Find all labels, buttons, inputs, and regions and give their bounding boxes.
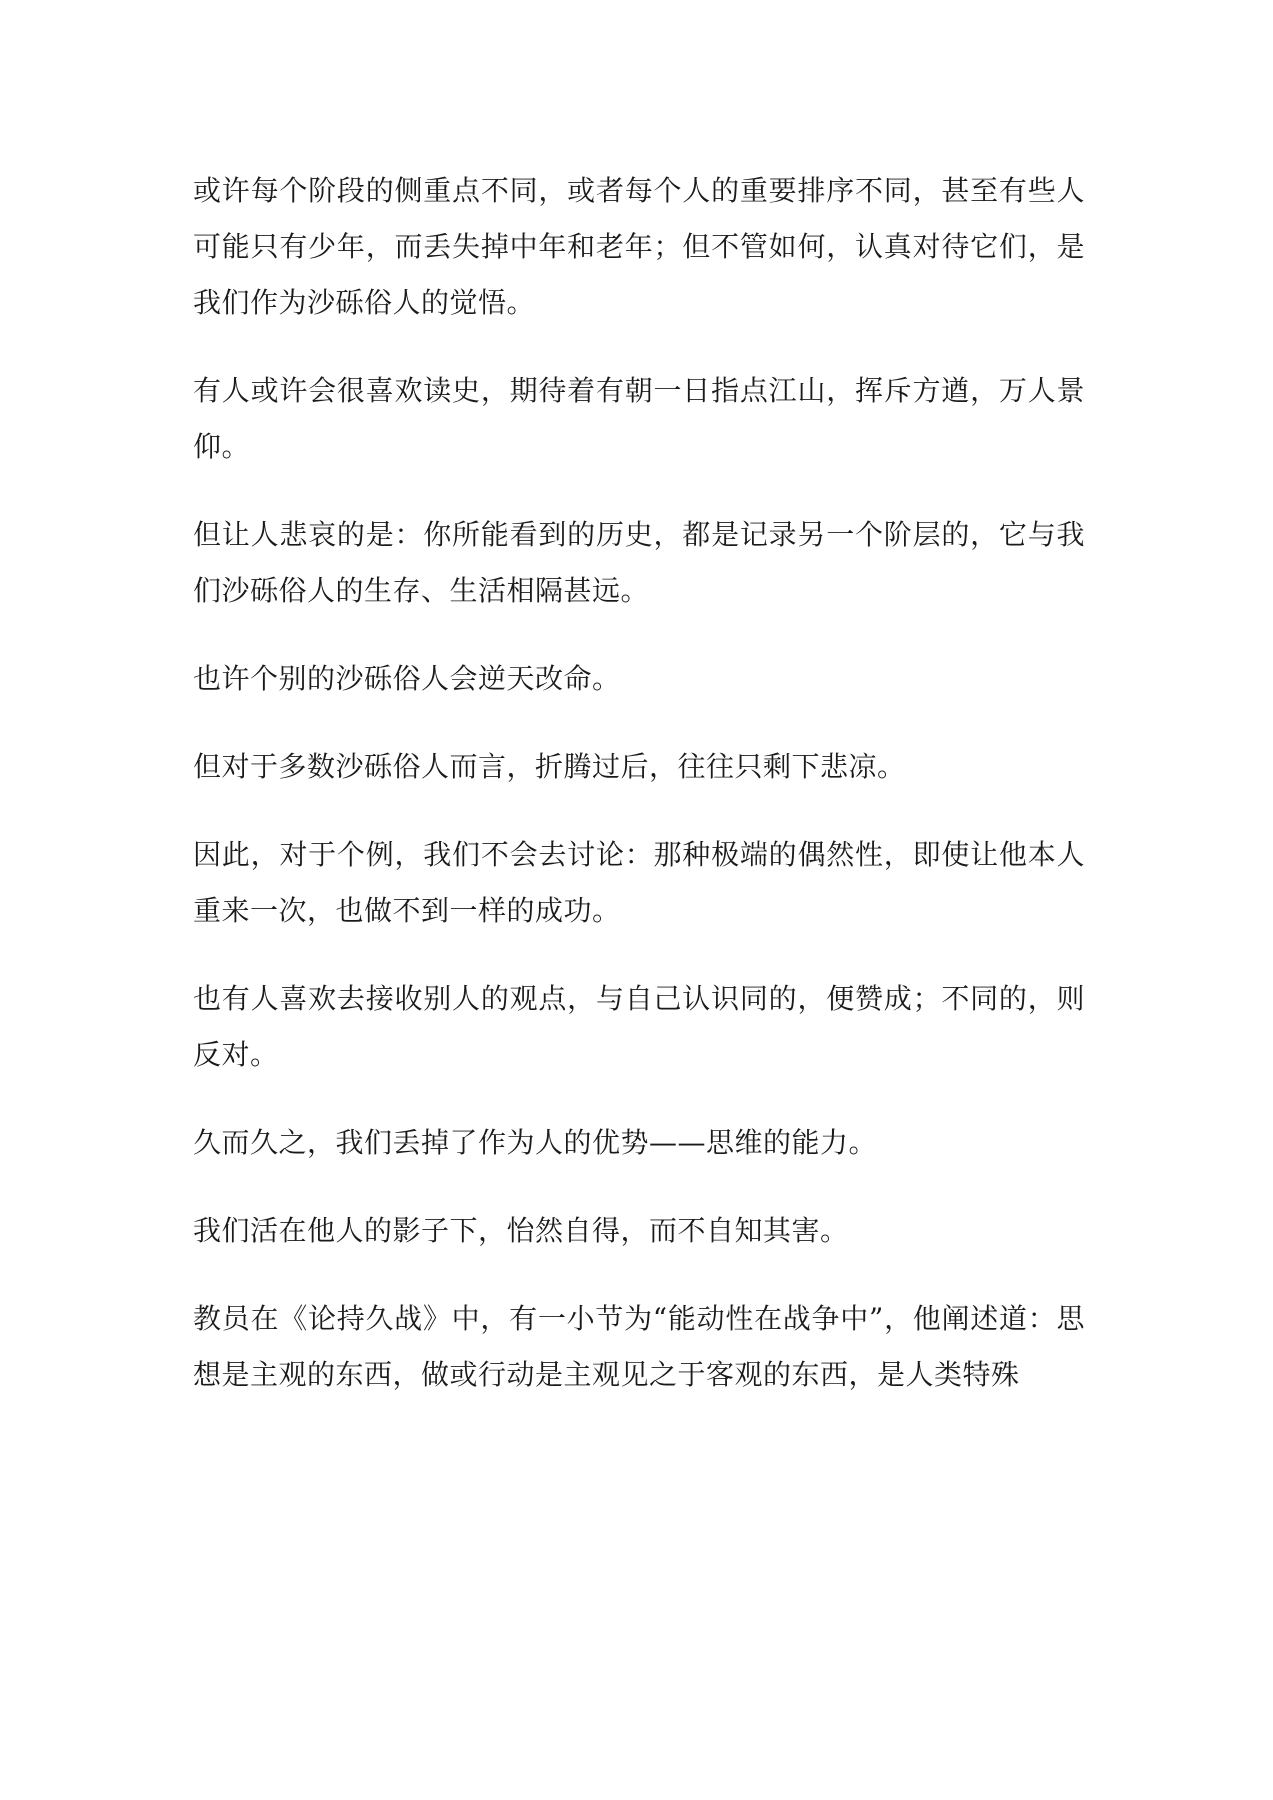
paragraph-4: 也许个别的沙砾俗人会逆天改命。 bbox=[193, 662, 621, 695]
paragraph-3: 但让人悲哀的是：你所能看到的历史，都是记录另一个阶层的，它与我们沙砾俗人的生存、生活相隔甚远。 bbox=[193, 518, 1085, 607]
paragraph-10: 教员在《论持久战》中，有一小节为“能动性在战争中”，他阐述道：思想是主观的东西，做或行动是主观见之于客观的东西，是人类特殊 bbox=[193, 1302, 1085, 1391]
paragraph-5: 但对于多数沙砾俗人而言，折腾过后，往往只剩下悲凉。 bbox=[193, 750, 906, 783]
paragraph-2: 有人或许会很喜欢读史，期待着有朝一日指点江山，挥斥方遒，万人景仰。 bbox=[193, 374, 1085, 463]
paragraph-1: 或许每个阶段的侧重点不同，或者每个人的重要排序不同，甚至有些人可能只有少年，而丢失掉中年和老年；但不管如何，认真对待它们，是我们作为沙砾俗人的觉悟。 bbox=[193, 174, 1085, 319]
paragraph-7: 也有人喜欢去接收别人的观点，与自己认识同的，便赞成；不同的，则反对。 bbox=[193, 982, 1085, 1071]
paragraph-8: 久而久之，我们丢掉了作为人的优势——思维的能力。 bbox=[193, 1126, 878, 1159]
document-body bbox=[193, 163, 1085, 1403]
paragraph-9: 我们活在他人的影子下，怡然自得，而不自知其害。 bbox=[193, 1214, 849, 1247]
paragraph-6: 因此，对于个例，我们不会去讨论：那种极端的偶然性，即使让他本人重来一次，也做不到一样的成功。 bbox=[193, 838, 1085, 927]
